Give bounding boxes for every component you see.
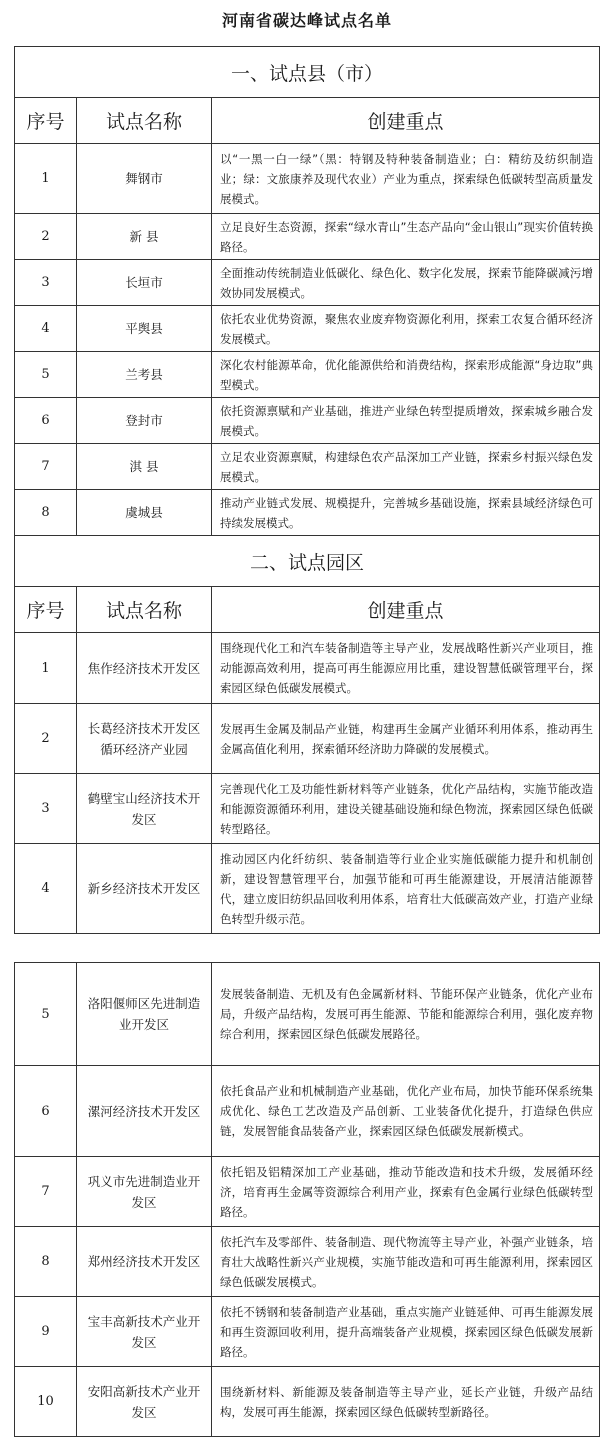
- focus-text: 立足农业资源禀赋，构建绿色农产品深加工产业链，探索乡村振兴绿色发展模式。: [212, 444, 600, 490]
- focus-text: 围绕新材料、新能源及装备制造等主导产业，延长产业链，升级产品结构，发展可再生能源，探索园区绿色低碳转型新路径。: [212, 1367, 600, 1437]
- row-number: 1: [15, 144, 77, 214]
- pilot-name: 舞钢市: [77, 144, 212, 214]
- focus-text: 立足良好生态资源，探索“绿水青山”生态产品向“金山银山”现实价值转换路径。: [212, 214, 600, 260]
- table-row: [15, 144, 600, 214]
- table-row: [15, 1227, 600, 1297]
- focus-text: 发展再生金属及制品产业链，构建再生金属产业循环利用体系，推动再生金属高值化利用，探索循环经济助力降碳的发展模式。: [212, 704, 600, 774]
- header-name: 试点名称: [77, 587, 212, 633]
- table-row: [15, 260, 600, 306]
- pilot-name: 长垣市: [77, 260, 212, 306]
- section-title-counties: 一、试点县（市）: [15, 47, 600, 98]
- section-title-parks: 二、试点园区: [15, 536, 600, 587]
- focus-text: 依托农业优势资源，聚焦农业废弃物资源化利用，探索工农复合循环经济发展模式。: [212, 306, 600, 352]
- pilot-name: 漯河经济技术开发区: [77, 1066, 212, 1157]
- table-row: [15, 1066, 600, 1157]
- row-number: 5: [15, 352, 77, 398]
- focus-text: 依托汽车及零部件、装备制造、现代物流等主导产业，补强产业链条，培育壮大战略性新兴产业规模，实施节能改造和可再生能源利用，探索园区绿色低碳发展模式。: [212, 1227, 600, 1297]
- pilot-name: 洛阳偃师区先进制造业开发区: [77, 963, 212, 1066]
- focus-text: 以“一黑一白一绿”（黑：特钢及特种装备制造业；白：精纺及纺织制造业；绿：文旅康养及现代农业）产业为重点，探索绿色低碳转型高质量发展模式。: [212, 144, 600, 214]
- focus-text: 围绕现代化工和汽车装备制造等主导产业，发展战略性新兴产业项目，推动能源高效利用，提高可再生能源应用比重，建设智慧低碳管理平台，探索园区绿色低碳发展模式。: [212, 633, 600, 704]
- table-row: [15, 490, 600, 536]
- table-row: [15, 963, 600, 1066]
- table-row: [15, 1297, 600, 1367]
- header-no: 序号: [15, 587, 77, 633]
- row-number: 8: [15, 490, 77, 536]
- pilot-name: 安阳高新技术产业开发区: [77, 1367, 212, 1437]
- pilot-name: 平舆县: [77, 306, 212, 352]
- row-number: 1: [15, 633, 77, 704]
- focus-text: 依托不锈钢和装备制造产业基础，重点实施产业链延伸、可再生能源发展和再生资源回收利用，提升高端装备产业规模，探索园区绿色低碳发展新路径。: [212, 1297, 600, 1367]
- pilot-name: 兰考县: [77, 352, 212, 398]
- row-number: 3: [15, 260, 77, 306]
- table-row: [15, 444, 600, 490]
- row-number: 8: [15, 1227, 77, 1297]
- pilot-table-part1: [14, 46, 600, 934]
- pilot-name: 宝丰高新技术产业开发区: [77, 1297, 212, 1367]
- document-title: 河南省碳达峰试点名单: [221, 11, 392, 30]
- table-row: [15, 306, 600, 352]
- row-number: 2: [15, 214, 77, 260]
- table-row: [15, 1367, 600, 1437]
- pilot-name: 虞城县: [77, 490, 212, 536]
- focus-text: 依托资源禀赋和产业基础，推进产业绿色转型提质增效，探索城乡融合发展模式。: [212, 398, 600, 444]
- header-no: 序号: [15, 98, 77, 144]
- row-number: 3: [15, 774, 77, 844]
- pilot-name: 登封市: [77, 398, 212, 444]
- focus-text: 依托食品产业和机械制造产业基础，优化产业布局，加快节能环保系统集成优化、绿色工艺改造及产品创新、工业装备优化提升，打造绿色供应链，发展智能食品装备产业，探索园区绿色低碳发展新模式。: [212, 1066, 600, 1157]
- focus-text: 推动园区内化纤纺织、装备制造等行业企业实施低碳能力提升和机制创新，建设智慧管理平台，加强节能和可再生能源建设，开展清洁能源替代，建立废旧纺织品回收利用体系，培育壮大低碳高效产业，打造产业绿色转型升级示范。: [212, 844, 600, 934]
- row-number: 10: [15, 1367, 77, 1437]
- pilot-name: 郑州经济技术开发区: [77, 1227, 212, 1297]
- pilot-name: 巩义市先进制造业开发区: [77, 1157, 212, 1227]
- header-focus: 创建重点: [212, 587, 600, 633]
- pilot-name: 焦作经济技术开发区: [77, 633, 212, 704]
- table-row: [15, 774, 600, 844]
- focus-text: 深化农村能源革命，优化能源供给和消费结构，探索形成能源“身边取”典型模式。: [212, 352, 600, 398]
- row-number: 4: [15, 306, 77, 352]
- row-number: 7: [15, 444, 77, 490]
- focus-text: 依托铝及铝精深加工产业基础，推动节能改造和技术升级，发展循环经济，培育再生金属等资源综合利用产业，探索有色金属行业绿色低碳转型路径。: [212, 1157, 600, 1227]
- header-focus: 创建重点: [212, 98, 600, 144]
- pilot-name: 鹤壁宝山经济技术开发区: [77, 774, 212, 844]
- header-name: 试点名称: [77, 98, 212, 144]
- focus-text: 全面推动传统制造业低碳化、绿色化、数字化发展，探索节能降碳减污增效协同发展模式。: [212, 260, 600, 306]
- focus-text: 推动产业链式发展、规模提升，完善城乡基础设施，探索县域经济绿色可持续发展模式。: [212, 490, 600, 536]
- table-row: [15, 1157, 600, 1227]
- focus-text: 发展装备制造、无机及有色金属新材料、节能环保产业链条，优化产业布局，升级产品结构，发展可再生能源、节能和能源综合利用，强化废弃物综合利用，探索园区绿色低碳发展路径。: [212, 963, 600, 1066]
- table-row: [15, 844, 600, 934]
- row-number: 6: [15, 1066, 77, 1157]
- table-row: [15, 704, 600, 774]
- row-number: 9: [15, 1297, 77, 1367]
- pilot-name: 新乡经济技术开发区: [77, 844, 212, 934]
- row-number: 7: [15, 1157, 77, 1227]
- row-number: 4: [15, 844, 77, 934]
- pilot-table-part2: [14, 962, 600, 1437]
- table-row: [15, 398, 600, 444]
- row-number: 2: [15, 704, 77, 774]
- row-number: 6: [15, 398, 77, 444]
- table-row: [15, 633, 600, 704]
- table-row: [15, 352, 600, 398]
- row-number: 5: [15, 963, 77, 1066]
- pilot-name: 淇 县: [77, 444, 212, 490]
- pilot-name: 新 县: [77, 214, 212, 260]
- focus-text: 完善现代化工及功能性新材料等产业链条，优化产品结构，实施节能改造和能源资源循环利用，建设关键基础设施和绿色物流，探索园区绿色低碳转型路径。: [212, 774, 600, 844]
- pilot-name: 长葛经济技术开发区循环经济产业园: [77, 704, 212, 774]
- table-row: [15, 214, 600, 260]
